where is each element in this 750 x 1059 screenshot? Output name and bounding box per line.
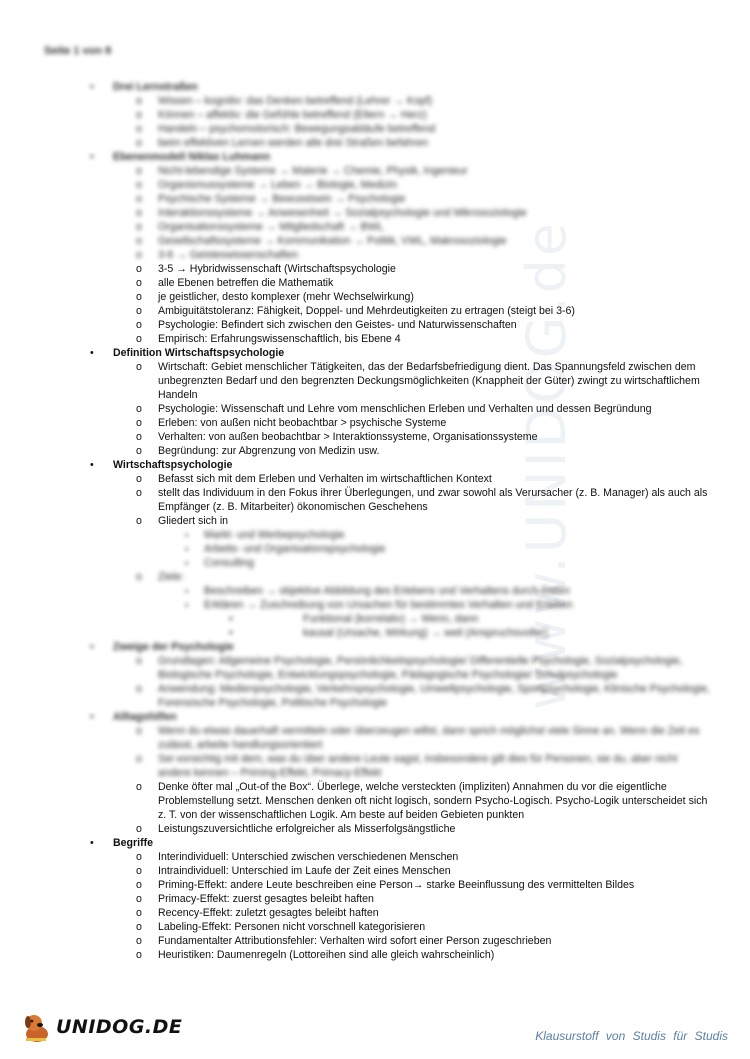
list-item: o Interindividuell: Unterschied zwischen verschiedenen Menschen — [0, 850, 750, 864]
list-item: o Empirisch: Erfahrungswissenschaftlich, bis Ebene 4 — [0, 332, 750, 346]
list-item: o Ziele: — [0, 570, 750, 584]
list-item: o Anwendung: Medienpsychologie, Verkehrspsychologie, Umweltpsychologie, Sportpsychologie, Klinische Psychologie, Forensische Psychologie, Politische Psychologie — [0, 682, 750, 710]
section-heading: • Drei Lernstraßen — [0, 80, 750, 94]
list-item: o Gesellschaftssysteme → Kommunikation → Politik, VWL, Makrosoziologie — [0, 234, 750, 248]
sub-sub-list-item: • kausal (Ursache, Wirkung) → weil (Anspruchsvoller) — [0, 626, 750, 640]
list-item: o Priming-Effekt: andere Leute beschreiben eine Person→ starke Beeinflussung des vermittelten Bildes — [0, 878, 750, 892]
list-item: o stellt das Individuum in den Fokus ihrer Überlegungen, und zwar sowohl als Verursacher (z. B. Manager) als auch als Empfänger (z. B. Mitarbeiter) ökonomischen Geschehens — [0, 486, 750, 514]
list-item: o 3-6 → Geisteswissenschaften — [0, 248, 750, 262]
list-item: o Labeling-Effekt: Personen nicht vorschnell kategorisieren — [0, 920, 750, 934]
footer-slogan: Klausurstoff von Studis für Studis — [535, 1029, 728, 1043]
section-heading: • Zweige der Psychologie — [0, 640, 750, 654]
list-item: o Fundamentalter Attributionsfehler: Verhalten wird sofort einer Person zugeschrieben — [0, 934, 750, 948]
list-item: o Wenn du etwas dauerhaft vermitteln oder überzeugen willst, dann sprich möglichst viele Sinne an. Wenn die Zeit es zulässt, arbeite handlungsorientiert — [0, 724, 750, 752]
list-item: o Primacy-Effekt: zuerst gesagtes beleibt haften — [0, 892, 750, 906]
list-item: o Leistungszuversichtliche erfolgreicher als Misserfolgsängstliche — [0, 822, 750, 836]
list-item: o Sei vorsichtig mit dem, was du über andere Leute sagst, insbesondere gilt dies für Personen, sie du, aber nicht andere kennen – Priming-Effekt, Primacy-Effekt — [0, 752, 750, 780]
list-item: o Wirtschaft: Gebiet menschlicher Tätigkeiten, das der Bedarfsbefriedigung dient. Das Spannungsfeld zwischen dem unbegrenzten Bedarf und den begrenzten Deckungsmöglichkeiten (Knappheit der Güter) zwingt zu wirtschaftlichem Handeln — [0, 360, 750, 402]
section-heading: • Ebenenmodell Niklas Luhmann — [0, 150, 750, 164]
logo-text: UNIDOG.DE — [56, 1016, 183, 1038]
list-item: o Psychische Systeme → Bewusstsein → Psychologie — [0, 192, 750, 206]
list-item: o Psychologie: Befindert sich zwischen den Geistes- und Naturwissenschaften — [0, 318, 750, 332]
list-item: o Handeln – psychomotorisch: Bewegungsabläufe betreffend — [0, 122, 750, 136]
list-item: o Begründung: zur Abgrenzung von Medizin usw. — [0, 444, 750, 458]
list-item: o Psychologie: Wissenschaft und Lehre vom menschlichen Erleben und Verhalten und dessen Begründung — [0, 402, 750, 416]
list-item: o Organisationssysteme → Mitgliedschaft → BWL — [0, 220, 750, 234]
list-item: o Nicht-lebendige Systeme → Materie → Chemie, Physik, Ingenieur — [0, 164, 750, 178]
list-item: o Denke öfter mal „Out-of the Box“. Überlege, welche versteckten (impliziten) Annahmen du vor die eigentliche Problemstellung setzt. Menschen denken oft nicht logisch, sondern Psycho-Logisch. Psycho-Logik unterscheidet sich z. T. von der wissenschaftlichen Logik. Am beste auf beiden Gebieten punkten — [0, 780, 750, 822]
list-item: o Gliedert sich in — [0, 514, 750, 528]
sub-list-item: ▪ Erklären → Zuschreibung von Ursachen für bestimmtes Verhalten und Erleben — [0, 598, 750, 612]
list-item: o Grundlagen: Allgemeine Psychologie, Persönlichkeitspsychologie/ Differentielle Psychologie, Sozialpsychologie, Biologische Psychologie, Entwicklungspsychologie, Pädagogische Psychologie/ Schulpsychologie — [0, 654, 750, 682]
sub-list-item: ▪ Markt- und Werbepsychologie — [0, 528, 750, 542]
list-item: o alle Ebenen betreffen die Mathematik — [0, 276, 750, 290]
list-item: o Wissen – kognitiv: das Denken betreffend (Lehrer → Kopf) — [0, 94, 750, 108]
section-heading: • Wirtschaftspsychologie — [0, 458, 750, 472]
list-item: o Interaktionssysteme → Anwesenheit → Sozialpsychologie und Mikrosoziologie — [0, 206, 750, 220]
list-item: o 3-5 → Hybridwissenschaft (Wirtschaftspsychologie — [0, 262, 750, 276]
list-item: o Recency-Effekt: zuletzt gesagtes beleibt haften — [0, 906, 750, 920]
dog-icon — [20, 1010, 54, 1044]
list-item: o Erleben: von außen nicht beobachtbar > psychische Systeme — [0, 416, 750, 430]
list-item: o Können – affektiv: die Gefühle betreffend (Eltern → Herz) — [0, 108, 750, 122]
section-heading: • Begriffe — [0, 836, 750, 850]
list-item: o Ambiguitätstoleranz: Fähigkeit, Doppel- und Mehrdeutigkeiten zu ertragen (steigt bei 3-6) — [0, 304, 750, 318]
sub-list-item: ▪ Arbeits- und Organisationspsychologie — [0, 542, 750, 556]
sub-list-item: ▪ Consulting — [0, 556, 750, 570]
list-item: o Verhalten: von außen beobachtbar > Interaktionssysteme, Organisationssysteme — [0, 430, 750, 444]
list-item: o je geistlicher, desto komplexer (mehr Wechselwirkung) — [0, 290, 750, 304]
list-item: o Intraindividuell: Unterschied im Laufe der Zeit eines Menschen — [0, 864, 750, 878]
document-body — [0, 80, 750, 962]
page-label: Seite 1 von 8 — [44, 45, 112, 57]
list-item: o Organismussysteme → Leben → Biologie, Medizin — [0, 178, 750, 192]
list-item: o Heuristiken: Daumenregeln (Lottoreihen sind alle gleich wahrscheinlich) — [0, 948, 750, 962]
sub-sub-list-item: • Funktional (korrelativ) → Wenn, dann — [0, 612, 750, 626]
list-item: o Befasst sich mit dem Erleben und Verhalten im wirtschaftlichen Kontext — [0, 472, 750, 486]
unidog-logo[interactable] — [20, 1010, 182, 1044]
section-heading: • Definition Wirtschaftspsychologie — [0, 346, 750, 360]
section-heading: • Alltagshilfen — [0, 710, 750, 724]
watermark: www.UNIDOG.de — [515, 219, 578, 710]
list-item: o beim effektiven Lernen werden alle drei Straßen befahren — [0, 136, 750, 150]
sub-list-item: ▪ Beschreiben → objektive Abbildung des Erlebens und Verhaltens durch Daten — [0, 584, 750, 598]
